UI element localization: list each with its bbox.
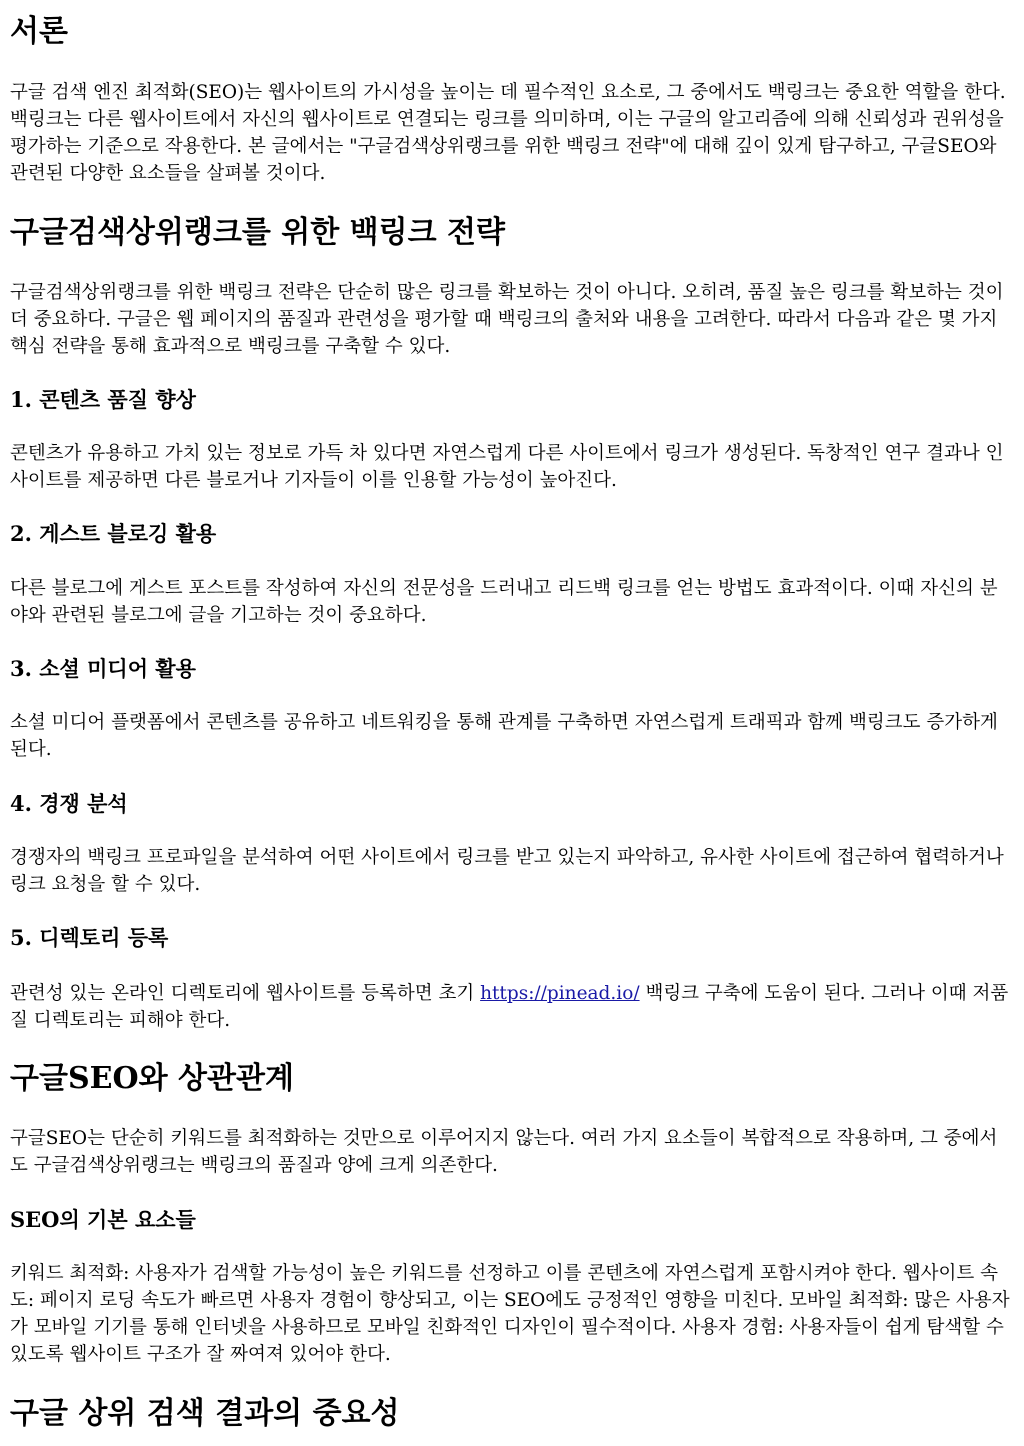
paragraph-strategy-1: 콘텐츠가 유용하고 가치 있는 정보로 가득 차 있다면 자연스럽게 다른 사이트에서 링크가 생성된다. 독창적인 연구 결과나 인사이트를 제공하면 다른 블로거나 기자들이 이를 인용할 가능성이 높아진다.: [10, 443, 1004, 491]
paragraph-strategy-5-text-end: 백링크 구축에 도움이 된다. 그러나 이때 저품질 디렉토리는 피해야 한다.: [10, 983, 1009, 1031]
heading-seo-correlation: 구글SEO와 상관관계: [10, 1061, 294, 1096]
heading-strategy-4: 4. 경쟁 분석: [10, 791, 128, 816]
paragraph-strategy-5-text-start: 관련성 있는 온라인 디렉토리에 웹사이트를 등록하면 초기: [10, 983, 481, 1004]
paragraph-intro: 구글 검색 엔진 최적화(SEO)는 웹사이트의 가시성을 높이는 데 필수적인 요소로, 그 중에서도 백링크는 중요한 역할을 한다. 백링크는 다른 웹사이트에서 자신의 웹사이트로 연결되는 링크를 의미하며, 이는 구글의 알고리즘에 의해 신뢰성과 권위성을 평가하는 기준으로 작용한다. 본 글에서는 "구글검색상위랭크를 위한 백링크 전략"에 대해 깊이 있게 탐구하고, 구글SEO와 관련된 다양한 요소들을 살펴볼 것이다.: [10, 82, 1006, 184]
pinead-link[interactable]: https://pinead.io/: [480, 983, 640, 1004]
paragraph-seo-correlation: 구글SEO는 단순히 키워드를 최적화하는 것만으로 이루어지지 않는다. 여러 가지 요소들이 복합적으로 작용하며, 그 중에서도 구글검색상위랭크는 백링크의 품질과 양에 크게 의존한다.: [10, 1128, 998, 1176]
heading-strategy-1: 1. 콘텐츠 품질 향상: [10, 387, 196, 412]
heading-strategy-5: 5. 디렉토리 등록: [10, 925, 169, 950]
paragraph-strategy-4: 경쟁자의 백링크 프로파일을 분석하여 어떤 사이트에서 링크를 받고 있는지 파악하고, 유사한 사이트에 접근하여 협력하거나 링크 요청을 할 수 있다.: [10, 847, 1004, 895]
heading-seo-basics: SEO의 기본 요소들: [10, 1207, 196, 1232]
paragraph-strategy-3: 소셜 미디어 플랫폼에서 콘텐츠를 공유하고 네트워킹을 통해 관계를 구축하면 자연스럽게 트래픽과 함께 백링크도 증가하게 된다.: [10, 712, 998, 760]
paragraph-seo-basics: 키워드 최적화: 사용자가 검색할 가능성이 높은 키워드를 선정하고 이를 콘텐츠에 자연스럽게 포함시켜야 한다. 웹사이트 속도: 페이지 로딩 속도가 빠르면 사용자 경험이 향상되고, 이는 SEO에도 긍정적인 영향을 미친다. 모바일 최적화: 많은 사용자가 모바일 기기를 통해 인터넷을 사용하므로 모바일 친화적인 디자인이 필수적이다. 사용자 경험: 사용자들이 쉽게 탐색할 수 있도록 웹사이트 구조가 잘 짜여져 있어야 한다.: [10, 1263, 1010, 1365]
paragraph-strategy-5: [10, 980, 1010, 1034]
heading-strategy-2: 2. 게스트 블로깅 활용: [10, 521, 217, 546]
heading-top-results-importance: 구글 상위 검색 결과의 중요성: [10, 1396, 400, 1431]
paragraph-backlink-strategy: 구글검색상위랭크를 위한 백링크 전략은 단순히 많은 링크를 확보하는 것이 아니다. 오히려, 품질 높은 링크를 확보하는 것이 더 중요하다. 구글은 웹 페이지의 품질과 관련성을 평가할 때 백링크의 출처와 내용을 고려한다. 따라서 다음과 같은 몇 가지 핵심 전략을 통해 효과적으로 백링크를 구축할 수 있다.: [10, 282, 1004, 357]
heading-strategy-3: 3. 소셜 미디어 활용: [10, 656, 196, 681]
heading-intro: 서론: [10, 14, 68, 49]
paragraph-strategy-2: 다른 블로그에 게스트 포스트를 작성하여 자신의 전문성을 드러내고 리드백 링크를 얻는 방법도 효과적이다. 이때 자신의 분야와 관련된 블로그에 글을 기고하는 것이 중요하다.: [10, 578, 998, 626]
heading-backlink-strategy: 구글검색상위랭크를 위한 백링크 전략: [10, 215, 506, 250]
